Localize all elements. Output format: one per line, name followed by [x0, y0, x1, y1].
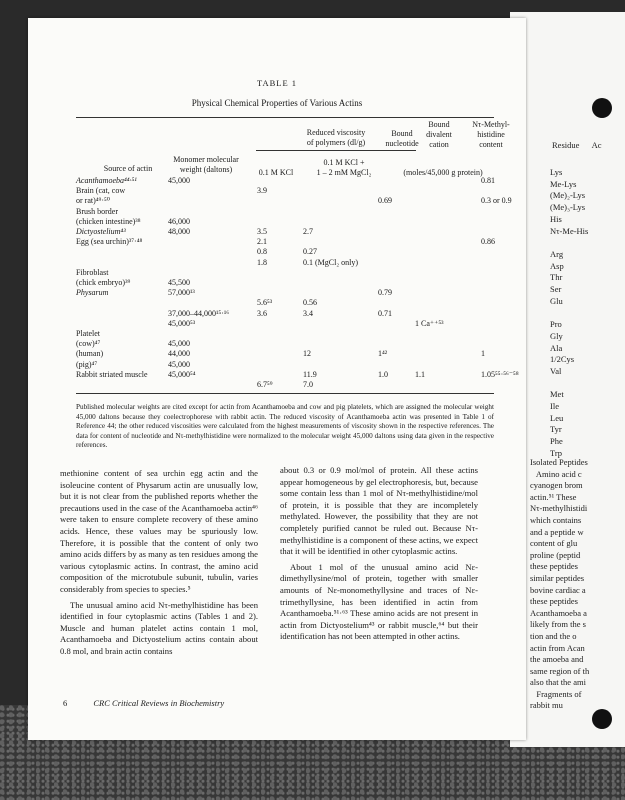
back-page-text: Isolated Peptides Amino acid c cyanogen brom actin.⁵¹ These Nτ-methylhistidi which contains and a peptide w content of glu proline (peptid these peptides similar peptides bovine cardiac a these peptides Acanthamoeba a likely from the s tion and the o actin from Acan the amoeba and same region of th also that the ami Fragments of rabbit mu — [530, 457, 590, 711]
table-row — [28, 298, 526, 308]
cell-src: (human) — [76, 349, 104, 359]
table-row — [28, 329, 526, 339]
cell-src: Dictyostelium⁴³ — [76, 227, 126, 236]
cell-mw: 46,000 — [168, 216, 190, 226]
paragraph: The unusual amino acid Nτ-methylhistidine has been identified in four cytoplasmic actins (Tables 1 and 2). Muscle and human platelet actins contain 1 mol, Acanthamoeba and Dictyostelium actins contain about 0.8 mol, and brain actin contains — [60, 599, 258, 656]
cell-v1: 0.8 — [257, 247, 267, 257]
cell-nuc: 0.79 — [378, 288, 392, 298]
cell-mw: 45,000 — [168, 176, 190, 185]
cell-v1: 2.1 — [257, 237, 267, 247]
viscosity-rule — [256, 150, 416, 151]
adjacent-page — [510, 12, 625, 747]
table-row — [28, 370, 526, 380]
cell-mw: 48,000 — [168, 227, 190, 236]
table-row — [28, 319, 526, 329]
cell-nuc: 1⁴² — [378, 349, 388, 359]
punch-hole-icon — [592, 98, 612, 118]
cell-mw: 44,000 — [168, 349, 190, 359]
page-number: 6 — [63, 698, 68, 708]
table-row — [28, 268, 526, 278]
paragraph: methionine content of sea urchin egg actin and the isoleucine content of Physarum actin are unusually low, but it is not clear from the published reports whether the precautions used in the case of the Acanthamoeba actin⁴⁶ were taken to ensure complete recovery of these amino acids. Hence, these values may be spuriously low. Therefore, it is possible that the content of only two amino acids differs by as many as ten residues among the various cytoplasmic actins. In contrast, the amino acid composition of the microtubule subunit, tubulin, varies considerably from species to species.⁵ — [60, 468, 258, 594]
header-source: Source of actin — [103, 164, 153, 173]
back-page-header: Residue Ac — [552, 140, 602, 150]
header-units: (moles/45,000 g protein) — [403, 168, 483, 177]
cell-v2: 3.4 — [303, 308, 313, 318]
cell-mw: 45,000 — [168, 359, 190, 369]
cell-mw: 37,000–44,000¹⁵·¹⁶ — [168, 308, 230, 318]
cell-src: (cow)⁴⁷ — [76, 339, 101, 349]
cell-v2: 0.56 — [303, 298, 317, 308]
cell-v1: 6.7⁵⁹ — [257, 380, 273, 389]
cell-mw: 45,000⁵³ — [168, 318, 196, 328]
table-row — [28, 247, 526, 257]
cell-src: Brain (cat, cow — [76, 186, 126, 196]
cell-v1: 3.5 — [257, 227, 267, 236]
cell-v2: 2.7 — [303, 227, 313, 236]
back-page-residues: Lys Me-Lys (Me)₂-Lys (Me)₃-Lys His Nτ-Me-His Arg Asp Thr Ser Glu Pro Gly Ala 1/2Cys Val Met Ile Leu Tyr Phe Trp — [550, 167, 589, 458]
table-bottom-rule — [76, 393, 494, 394]
table-row — [28, 258, 526, 268]
cell-v2: 0.27 — [303, 247, 317, 257]
cell-nuc: 0.71 — [378, 308, 392, 318]
cell-v2: 7.0 — [303, 380, 313, 389]
table-row — [28, 349, 526, 359]
cell-nuc: 1.0 — [378, 369, 388, 379]
table-top-rule — [76, 117, 494, 118]
paragraph: about 0.3 or 0.9 mol/mol of protein. All these actins appear homogeneous by gel electrophoresis, but, because some contain less than 1 mol of Nτ-methylhistidine/mol of protein, it is possible that they are incompletely methylated. However, the possibility that they are not completely purified cannot be ruled out. Because Nτ-methylhistidine is a component of these actins, we expect that it will be identified in other cytoplasmic actins. — [280, 465, 478, 557]
table-subtitle: Physical Chemical Properties of Various Actins — [191, 98, 363, 108]
header-weight: Monomer molecular weight (daltons) — [173, 155, 239, 174]
cell-mw: 45,000 — [168, 339, 190, 349]
table-footnote: Published molecular weights are cited except for actin from Acanthamoeba and cow and pig platelets, which are assigned the molecular weight 45,000 daltons because they coelectrophorese with rabbit actin. The reduced viscosity of Acanthamoeba actin was presented in Table 1 of Reference 44; the other reduced viscosities were calculated from the highest measurements of viscosity shown in the respective references. The data for content of nucleotide and Nτ-methylhistidine were normalized to the molecular weight 45,000 daltons using data given in the respective references. — [76, 403, 494, 449]
cell-nuc: 0.69 — [378, 196, 392, 206]
cell-cat: 1.1 — [415, 369, 425, 379]
table-row — [28, 288, 526, 298]
header-kcl-mg: 0.1 M KCl + 1 – 2 mM MgCl₂ — [316, 158, 372, 177]
header-viscosity: Reduced viscosity of polymers (dl/g) — [306, 128, 366, 147]
header-cation: Bound divalent cation — [426, 120, 452, 149]
header-histidine: Nτ-Methyl- histidine content — [472, 120, 510, 149]
cell-src: (chick embryo)³⁹ — [76, 278, 131, 287]
cell-src: (pig)⁴⁷ — [76, 359, 98, 369]
table-row — [28, 360, 526, 370]
table-row — [28, 309, 526, 319]
cell-src: Egg (sea urchin)³⁷·⁴⁸ — [76, 237, 143, 247]
cell-src: (chicken intestine)³⁸ — [76, 216, 141, 226]
cell-mw: 57,000¹³ — [168, 288, 195, 298]
table-row — [28, 227, 526, 237]
cell-v1: 5.6⁵³ — [257, 298, 273, 308]
cell-src: Brush border — [76, 206, 118, 216]
cell-his: 1.05⁵⁵·⁵⁶⁻⁵⁸ — [481, 369, 519, 379]
cell-v2: 0.1 (MgCl₂ only) — [303, 257, 359, 267]
cell-his: 0.3 or 0.9 — [481, 196, 512, 206]
cell-src: Fibroblast — [76, 267, 109, 277]
header-nucleotide: Bound nucleotide — [385, 129, 419, 148]
cell-src: Acanthamoeba⁴⁴·⁵¹ — [76, 176, 137, 185]
header-kcl: 0.1 M KCl — [258, 168, 294, 177]
paragraph: About 1 mol of the unusual amino acid Nε-dimethyllysine/mol of protein, together with smaller amounts of Nε-monomethyllysine and traces of Nε-trimethyllysine, has been identified in actin from Acanthamoeba.⁵¹·⁶³ These amino acids are not present in actin from Dictyostelium⁴³ or rabbit muscle,⁶⁴ but their identification has not been attempted in other actins. — [280, 561, 478, 642]
cell-v1: 3.6 — [257, 308, 267, 318]
page-footer — [63, 698, 224, 708]
document-page — [28, 18, 526, 740]
table-row — [28, 237, 526, 247]
cell-v2: 11.9 — [303, 369, 317, 379]
table-row — [28, 217, 526, 227]
cell-src: Platelet — [76, 329, 100, 338]
cell-v1: 3.9 — [257, 186, 267, 196]
cell-v1: 1.8 — [257, 257, 267, 267]
table-row — [28, 196, 526, 206]
cell-mw: 45,000⁵⁴ — [168, 369, 196, 379]
right-column — [280, 465, 478, 647]
table-row — [28, 278, 526, 288]
cell-v2: 12 — [303, 349, 311, 359]
punch-hole-icon — [592, 709, 612, 729]
table-row — [28, 176, 526, 186]
table-title: TABLE 1 — [256, 78, 298, 88]
cell-mw: 45,500 — [168, 278, 190, 287]
cell-src: or rat)⁴⁹·⁵⁰ — [76, 196, 111, 206]
left-column — [60, 468, 258, 662]
cell-src: Physarum — [76, 288, 109, 298]
cell-cat: 1 Ca⁺⁺⁵³ — [415, 318, 444, 328]
cell-src: Rabbit striated muscle — [76, 369, 148, 379]
table-row — [28, 339, 526, 349]
table-row — [28, 186, 526, 196]
journal-name: CRC Critical Reviews in Biochemistry — [93, 698, 225, 708]
table-row — [28, 380, 526, 390]
cell-his: 0.86 — [481, 237, 495, 247]
cell-his: 0.81 — [481, 176, 495, 185]
table-row — [28, 207, 526, 217]
cell-his: 1 — [481, 349, 485, 359]
